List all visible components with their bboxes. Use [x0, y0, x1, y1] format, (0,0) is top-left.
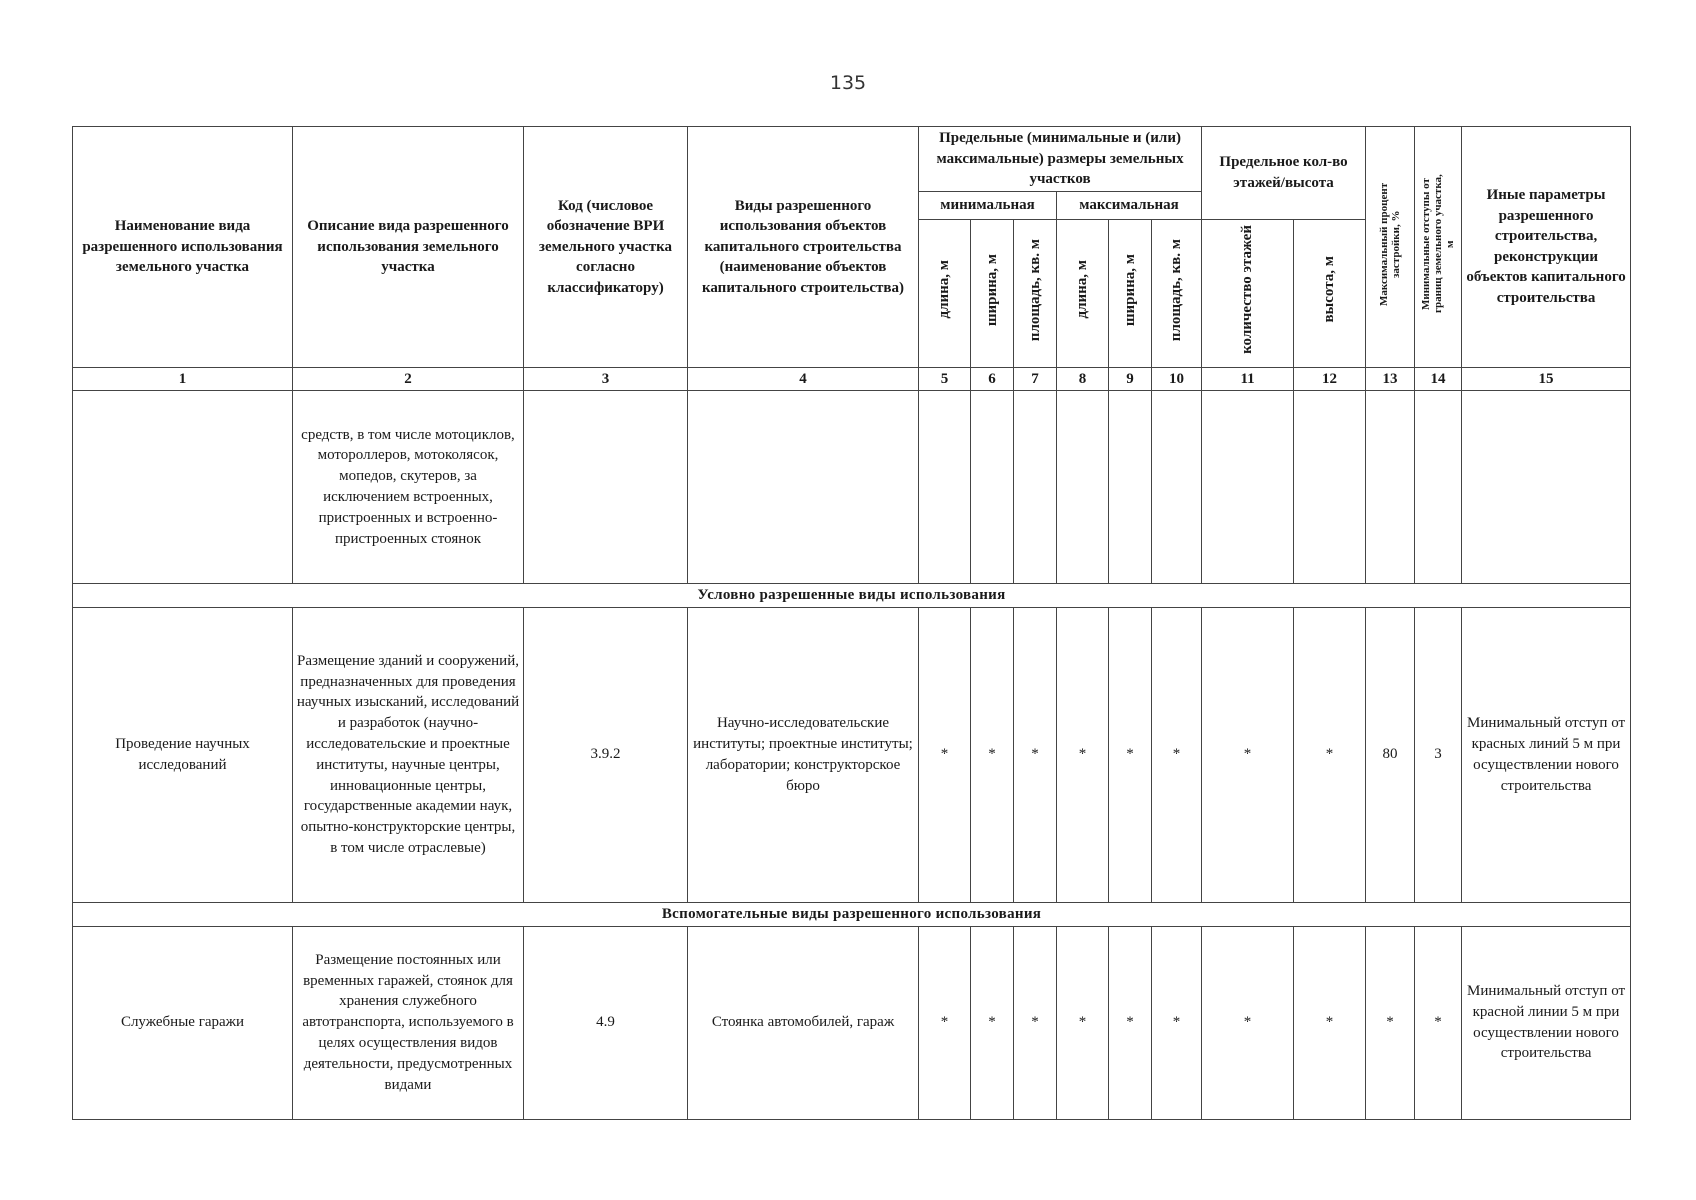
table-row	[73, 926, 1631, 1119]
cell-min-setback: *	[1415, 926, 1462, 1119]
cell-name: Служебные гаражи	[73, 926, 293, 1119]
cell-floors: *	[1202, 926, 1294, 1119]
cell-min-length: *	[919, 607, 971, 902]
header-group-min: минимальная	[919, 191, 1057, 219]
column-number: 10	[1152, 367, 1202, 391]
cell-description: Размещение зданий и сооружений, предназначенных для проведения научных изысканий, исследований и разработок (научно-исследовательские и проектные институты, научные центры, инновационные центры, государственные академии наук, опытно-конструкторские центры, в том числе отраслевые)	[293, 607, 524, 902]
cell-min-width: *	[971, 926, 1014, 1119]
header-col-12	[1294, 219, 1366, 367]
header-col-9	[1109, 219, 1152, 367]
cell-empty	[1202, 391, 1294, 584]
cell-empty	[1294, 391, 1366, 584]
cell-empty	[73, 391, 293, 584]
cell-min-length: *	[919, 926, 971, 1119]
column-number: 15	[1462, 367, 1631, 391]
section-row-conditional	[73, 584, 1631, 608]
column-number: 3	[524, 367, 688, 391]
column-number: 4	[688, 367, 919, 391]
cell-empty	[688, 391, 919, 584]
header-col-7-label: площадь, кв. м	[1026, 238, 1043, 341]
header-col-14	[1415, 127, 1462, 368]
header-col-9-label: ширина, м	[1121, 253, 1138, 326]
cell-height: *	[1294, 926, 1366, 1119]
header-group-floors: Предельное кол-во этажей/высота	[1202, 127, 1366, 220]
page-number: 135	[829, 72, 867, 94]
cell-empty	[919, 391, 971, 584]
header-col-1: Наименование вида разрешенного использования земельного участка	[73, 127, 293, 368]
cell-objects: Стоянка автомобилей, гараж	[688, 926, 919, 1119]
cell-max-area: *	[1152, 926, 1202, 1119]
header-col-10-label: площадь, кв. м	[1168, 238, 1185, 341]
header-col-13-label: Максимальный процент застройки, %	[1378, 181, 1403, 306]
cell-max-width: *	[1109, 607, 1152, 902]
cell-description: средств, в том числе мотоциклов, мотороллеров, мотоколясок, мопедов, скутеров, за исключением встроенных, пристроенных и встроенно-пристроенных стоянок	[293, 391, 524, 584]
header-col-12-label: высота, м	[1321, 256, 1338, 324]
regulations-table	[72, 126, 1631, 1120]
column-number: 14	[1415, 367, 1462, 391]
cell-empty	[1366, 391, 1415, 584]
column-number: 1	[73, 367, 293, 391]
header-col-7	[1014, 219, 1057, 367]
cell-empty	[1109, 391, 1152, 584]
cell-code: 4.9	[524, 926, 688, 1119]
table-row-continuation	[73, 391, 1631, 584]
column-number: 9	[1109, 367, 1152, 391]
cell-min-width: *	[971, 607, 1014, 902]
column-number: 6	[971, 367, 1014, 391]
header-col-10	[1152, 219, 1202, 367]
column-number-row	[73, 367, 1631, 391]
header-col-4: Виды разрешенного использования объектов капитального строительства (наименование объектов капитального строительства)	[688, 127, 919, 368]
section-title-conditional: Условно разрешенные виды использования	[73, 584, 1631, 608]
cell-other: Минимальный отступ от красных линий 5 м при осуществлении нового строительства	[1462, 607, 1631, 902]
cell-code: 3.9.2	[524, 607, 688, 902]
cell-other: Минимальный отступ от красной линии 5 м при осуществлении нового строительства	[1462, 926, 1631, 1119]
section-row-auxiliary	[73, 902, 1631, 926]
column-number: 7	[1014, 367, 1057, 391]
header-col-15: Иные параметры разрешенного строительства, реконструкции объектов капитального строительства	[1462, 127, 1631, 368]
cell-empty	[1014, 391, 1057, 584]
cell-min-area: *	[1014, 926, 1057, 1119]
cell-empty	[1152, 391, 1202, 584]
column-number: 8	[1057, 367, 1109, 391]
header-col-8-label: длина, м	[1074, 260, 1091, 319]
header-col-11	[1202, 219, 1294, 367]
cell-height: *	[1294, 607, 1366, 902]
cell-max-length: *	[1057, 926, 1109, 1119]
column-number: 12	[1294, 367, 1366, 391]
cell-empty	[971, 391, 1014, 584]
header-col-2: Описание вида разрешенного использования земельного участка	[293, 127, 524, 368]
column-number: 11	[1202, 367, 1294, 391]
cell-empty	[1415, 391, 1462, 584]
header-col-6	[971, 219, 1014, 367]
header-col-6-label: ширина, м	[983, 253, 1000, 326]
cell-max-coverage: 80	[1366, 607, 1415, 902]
cell-name: Проведение научных исследований	[73, 607, 293, 902]
cell-empty	[1057, 391, 1109, 584]
cell-max-coverage: *	[1366, 926, 1415, 1119]
cell-floors: *	[1202, 607, 1294, 902]
header-col-13	[1366, 127, 1415, 368]
cell-min-setback: 3	[1415, 607, 1462, 902]
cell-max-area: *	[1152, 607, 1202, 902]
table-row	[73, 607, 1631, 902]
cell-empty	[1462, 391, 1631, 584]
column-number: 13	[1366, 367, 1415, 391]
header-col-8	[1057, 219, 1109, 367]
cell-min-area: *	[1014, 607, 1057, 902]
header-col-11-label: количество этажей	[1239, 225, 1256, 355]
cell-max-width: *	[1109, 926, 1152, 1119]
header-group-sizes: Предельные (минимальные и (или) максимальные) размеры земельных участков	[919, 127, 1202, 192]
cell-empty	[524, 391, 688, 584]
header-group-max: максимальная	[1057, 191, 1202, 219]
section-title-auxiliary: Вспомогательные виды разрешенного использования	[73, 902, 1631, 926]
header-col-14-label: Минимальные отступы от границ земельного участка, м	[1420, 174, 1457, 313]
column-number: 5	[919, 367, 971, 391]
header-col-3: Код (числовое обозначение ВРИ земельного участка согласно классификатору)	[524, 127, 688, 368]
header-row-1	[73, 127, 1631, 192]
cell-max-length: *	[1057, 607, 1109, 902]
cell-description: Размещение постоянных или временных гаражей, стоянок для хранения служебного автотранспорта, используемого в целях осуществления видов деятельности, предусмотренных видами	[293, 926, 524, 1119]
cell-objects: Научно-исследовательские институты; проектные институты; лаборатории; конструкторское бюро	[688, 607, 919, 902]
header-col-5-label: длина, м	[936, 260, 953, 319]
column-number: 2	[293, 367, 524, 391]
header-col-5	[919, 219, 971, 367]
